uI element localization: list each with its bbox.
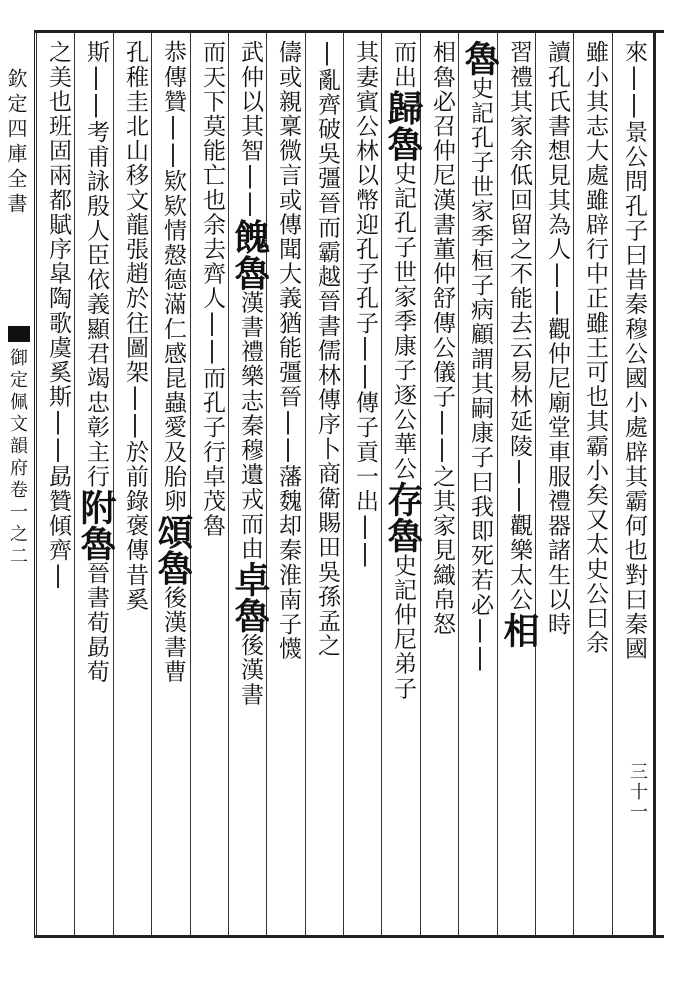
column-rule xyxy=(190,33,191,935)
text-segment: 武仲以其智|| xyxy=(237,40,263,219)
text-column xyxy=(577,40,609,930)
text-segment: 褒傳昔奚 xyxy=(122,513,148,612)
column-rule xyxy=(343,33,344,935)
text-segment: 傳子貢一出|| xyxy=(352,390,378,569)
text-segment: 恭傳贊||欵欵情慤德滿仁感昆蟲愛及胎卵 xyxy=(160,40,186,514)
text-segment: 斯||考甫詠殷人臣依義顯君竭忠彰主行 xyxy=(83,40,109,489)
text-column xyxy=(498,40,540,930)
text-segment: 之美也班固兩都賦序皐陶歌虞奚斯|| xyxy=(45,40,71,465)
column-rule xyxy=(74,33,75,935)
text-segment: 孔稚圭北山移文龍張趙於往圖架||於前錄 xyxy=(122,40,148,514)
column-rule xyxy=(228,33,229,935)
text-segment: 史記仲尼弟子 xyxy=(390,553,416,701)
page-frame-bottom xyxy=(34,935,664,938)
book-subtitle xyxy=(4,348,30,568)
text-segment: 後漢書曹 xyxy=(160,585,186,684)
column-rule xyxy=(458,33,459,935)
entry-heading: 魯 xyxy=(459,40,501,76)
column-rule xyxy=(535,33,536,935)
text-segment: 而出 xyxy=(390,40,416,90)
page-frame-left xyxy=(34,30,35,938)
text-column xyxy=(459,40,501,930)
text-segment: 史記孔子世家季桓子病顧謂其嗣康子曰我即死若必|| xyxy=(467,76,493,673)
column-rule xyxy=(151,33,152,935)
book-subtitle-name: 御定佩文韻府 xyxy=(7,348,28,480)
column-rule xyxy=(266,33,267,935)
text-column xyxy=(382,40,424,930)
text-segment: 史記孔子世家季康子逐公華公 xyxy=(390,161,416,482)
entry-heading: 附魯 xyxy=(75,488,117,561)
column-rule xyxy=(612,33,613,935)
fish-tail-mark xyxy=(8,326,30,342)
text-segment: 賓公林以幣迎孔子孔子|| xyxy=(352,89,378,391)
text-segment: 雖小其志大處雖辟行中正雖王可也其霸小矣又太史公曰余 xyxy=(582,40,608,655)
text-segment: 來||景公問孔子曰昔秦穆公國小處辟其霸何也對曰秦國 xyxy=(621,40,647,661)
page-number: 三十一 xyxy=(627,762,648,822)
text-segment: 儔或親稟微言或傳聞大義猶能彊晉||藩魏却秦淮南子懱 xyxy=(275,40,301,661)
text-segment: 晉書荀勗荀 xyxy=(83,560,109,684)
entry-heading: 存魯 xyxy=(382,481,424,554)
column-rule xyxy=(113,33,114,935)
text-segment: 漢書禮樂志秦穆遺戎而由 xyxy=(237,290,263,561)
text-column xyxy=(424,40,456,930)
column-rule xyxy=(36,33,37,935)
entry-heading: 餽魯 xyxy=(229,218,271,291)
text-segment: 其妻 xyxy=(352,40,378,90)
page-frame-right xyxy=(653,30,656,938)
text-column xyxy=(270,40,302,930)
text-segment: 後漢書 xyxy=(237,632,263,707)
margin-strip xyxy=(0,30,34,938)
text-segment: 相魯必召仲尼漢書董仲舒傳公儀子||之其家見織帛怒 xyxy=(429,40,455,637)
page-frame-top xyxy=(34,30,664,33)
text-column xyxy=(194,40,226,930)
column-rule xyxy=(305,33,306,935)
text-column xyxy=(616,40,648,930)
entry-heading: 卓魯 xyxy=(229,560,271,633)
text-segment: 而天下莫能亡也 xyxy=(199,40,225,213)
volume-label: 卷一之二 xyxy=(7,480,28,568)
text-column xyxy=(117,40,149,930)
text-column xyxy=(40,40,72,930)
text-segment: 讀孔氏書想見其為人||觀仲尼廟堂車服禮器諸生以時 xyxy=(544,40,570,637)
entry-heading: 頌魯 xyxy=(152,513,194,586)
text-segment: 習禮其家余低回留之不能去云易林延陵||觀樂太公 xyxy=(506,40,532,612)
column-rule xyxy=(573,33,574,935)
text-segment: 卓茂魯 xyxy=(199,464,225,539)
text-segment: |亂齊破吳彊晉而霸越晉書儒林傳序卜商衛賜田吳孫孟之 xyxy=(314,40,340,658)
text-column xyxy=(152,40,194,930)
text-column xyxy=(75,40,117,930)
entry-heading: 歸魯 xyxy=(382,89,424,162)
text-segment: 余去齊人||而孔子行 xyxy=(199,212,225,465)
text-column xyxy=(347,40,379,930)
column-rule xyxy=(497,33,498,935)
text-column xyxy=(309,40,341,930)
book-title: 欽定四庫全書 xyxy=(4,68,28,218)
text-segment: 勗贊傾齊| xyxy=(45,464,71,591)
text-column xyxy=(539,40,571,930)
text-column xyxy=(229,40,271,930)
entry-heading: 相 xyxy=(498,611,540,648)
